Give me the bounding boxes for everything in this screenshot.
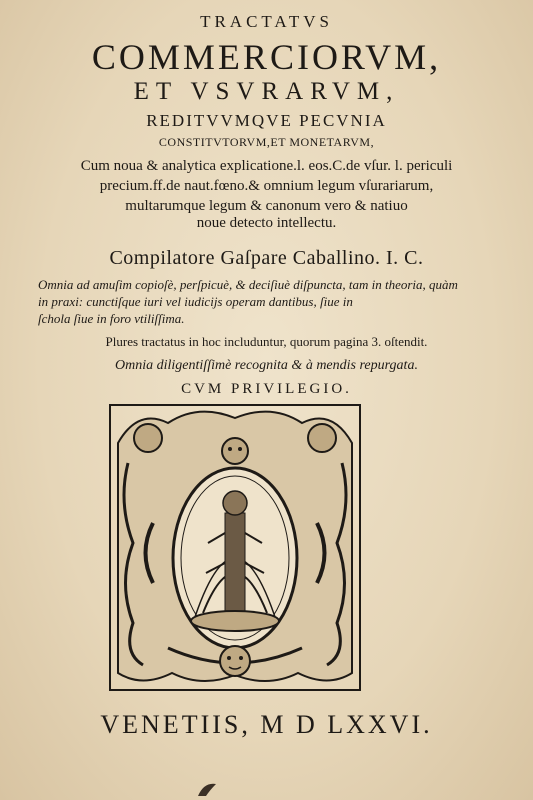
- title-line-3: ET VSVRARVM,: [133, 78, 400, 105]
- author-line: Compilatore Gaſpare Caballino. I. C.: [109, 247, 424, 269]
- revision-note: Omnia diligentiſſimè recognita & à mendis repurgata.: [115, 358, 418, 373]
- italic-line-2: in praxi: cunctiſque iuri vel iudicijs operam dantibus, ſiue in: [38, 294, 353, 309]
- description-line-1: Cum noua & analytica explicatione.l. eos.C.de vſur. l. periculi: [80, 158, 453, 174]
- description-line-4: noue detecto intellectu.: [196, 215, 337, 231]
- description-line-3: multarumque legum & canonum vero & natiuo: [125, 198, 408, 214]
- privilege-line: CVM PRIVILEGIO.: [181, 381, 352, 397]
- italic-line-3: ſchola ſiue in foro vtiliſſima.: [38, 311, 185, 326]
- subtitle-line-2: CONSTITVTORVM,ET MONETARVM,: [158, 135, 375, 149]
- imprint: VENETIIS, M D LXXVI.: [100, 710, 433, 739]
- contents-note: Plures tractatus in hoc includuntur, quorum pagina 3. oſtendit.: [105, 334, 428, 349]
- ink-mark-icon: [196, 780, 218, 798]
- title-line-1: TRACTATVS: [200, 12, 333, 31]
- printers-device-woodcut-icon: [108, 403, 362, 692]
- subtitle-line-1: REDITVVMQVE PECVNIA: [146, 111, 387, 130]
- italic-line-1: Omnia ad amuſim copioſè, perſpicuè, & deciſiuè diſpuncta, tam in theoria, quàm: [38, 277, 458, 292]
- description-line-2: precium.ff.de naut.fœno.& omnium legum vſurariarum,: [99, 178, 434, 194]
- title-line-2: COMMERCIORVM,: [91, 37, 442, 77]
